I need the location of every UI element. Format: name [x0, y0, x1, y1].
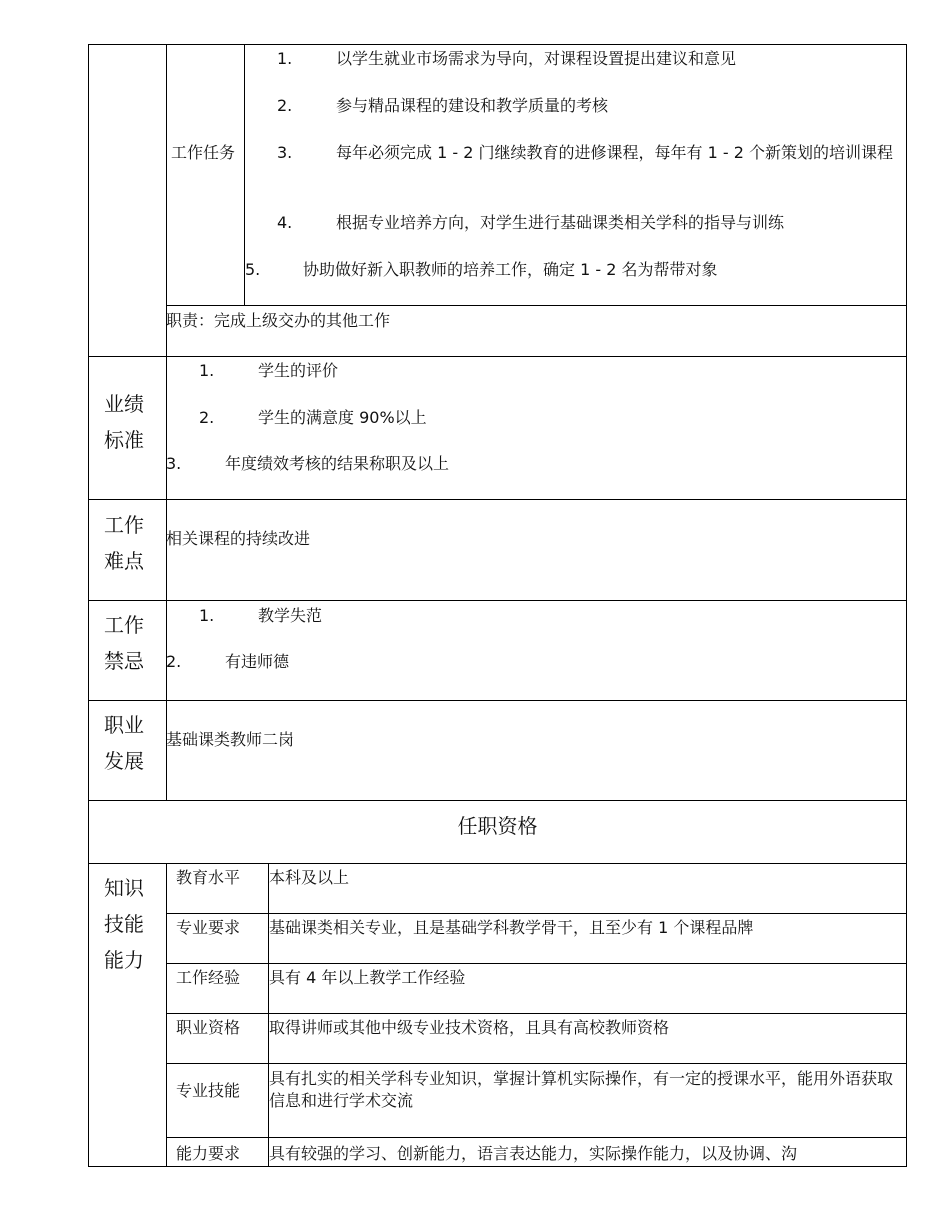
col-divider-1: [166, 44, 167, 800]
row-line-diff: [88, 499, 907, 500]
taboo-item-2-num: 2.: [166, 652, 182, 671]
row-line-q2: [166, 963, 907, 964]
row-line-q4: [166, 1063, 907, 1064]
performance-label: 业绩标准: [104, 392, 144, 452]
task-item-2-num: 2.: [277, 96, 293, 115]
career-text: 基础课类教师二岗: [166, 730, 295, 749]
col-divider-1b: [166, 863, 167, 1166]
task-item-3-num: 3.: [277, 143, 293, 162]
row-line-qual-start: [88, 863, 907, 864]
task-item-5-text: 协助做好新入职教师的培养工作，确定 1 - 2 名为帮带对象: [303, 260, 718, 279]
qual-row-label: 职业资格: [176, 1018, 241, 1037]
task-item-4-text: 根据专业培养方向，对学生进行基础课类相关学科的指导与训练: [336, 213, 785, 232]
task-item-2-text: 参与精品课程的建设和教学质量的考核: [336, 96, 609, 115]
row-line-qual-title: [88, 800, 907, 801]
career-label: 职业发展: [104, 713, 144, 773]
duty-text: 职责：完成上级交办的其他工作: [166, 311, 391, 330]
qual-row-value: 具有较强的学习、创新能力，语言表达能力，实际操作能力，以及协调、沟: [269, 1144, 798, 1163]
perf-item-2-text: 学生的满意度 90%以上: [258, 408, 427, 427]
table-border-left: [88, 44, 89, 1167]
table-border-bottom: [88, 1166, 907, 1167]
qual-row-value: 基础课类相关专业，且是基础学科教学骨干，且至少有 1 个课程品牌: [269, 918, 754, 937]
row-line-taboo: [88, 600, 907, 601]
row-line-duty: [166, 305, 907, 306]
qual-row-label: 教育水平: [176, 868, 241, 887]
task-label: 工作任务: [170, 143, 235, 162]
taboo-label: 工作禁忌: [104, 613, 144, 673]
qual-row-value: 具有 4 年以上教学工作经验: [269, 968, 466, 987]
taboo-item-2-text: 有违师德: [225, 652, 290, 671]
taboo-item-1-text: 教学失范: [258, 606, 323, 625]
task-item-4-num: 4.: [277, 213, 293, 232]
task-item-1-num: 1.: [277, 49, 293, 68]
perf-item-3-text: 年度绩效考核的结果称职及以上: [225, 454, 450, 473]
table-border-top: [88, 44, 907, 45]
qual-row-value: 本科及以上: [269, 868, 350, 887]
qual-row-label: 专业技能: [176, 1081, 241, 1100]
row-line-perf: [88, 356, 907, 357]
perf-item-3-num: 3.: [166, 454, 182, 473]
table-border-right: [906, 44, 907, 1167]
perf-item-1-text: 学生的评价: [258, 361, 339, 380]
qual-row-label: 专业要求: [176, 918, 241, 937]
qual-row-value: 具有扎实的相关学科专业知识，掌握计算机实际操作，有一定的授课水平，能用外语获取信息和进行学术交流: [269, 1069, 894, 1110]
difficulty-label: 工作难点: [104, 513, 144, 573]
qual-row-value: 取得讲师或其他中级专业技术资格，且具有高校教师资格: [269, 1018, 670, 1037]
row-line-q1: [166, 913, 907, 914]
taboo-item-1-num: 1.: [199, 606, 215, 625]
qual-row-label: 工作经验: [176, 968, 241, 987]
row-line-career: [88, 700, 907, 701]
qual-row-label: 能力要求: [176, 1144, 241, 1163]
task-item-5-num: 5.: [245, 260, 261, 279]
row-line-q5: [166, 1137, 907, 1138]
qualification-title: 任职资格: [457, 814, 538, 838]
col-divider-qual: [268, 863, 269, 1166]
perf-item-2-num: 2.: [199, 408, 215, 427]
row-line-q3: [166, 1013, 907, 1014]
task-item-3-text: 每年必须完成 1 - 2 门继续教育的进修课程，每年有 1 - 2 个新策划的培训课程: [336, 143, 893, 162]
task-item-1-text: 以学生就业市场需求为导向，对课程设置提出建议和意见: [336, 49, 737, 68]
qualification-group-label: 知识技能能力: [104, 876, 144, 972]
difficulty-text: 相关课程的持续改进: [166, 529, 311, 548]
perf-item-1-num: 1.: [199, 361, 215, 380]
